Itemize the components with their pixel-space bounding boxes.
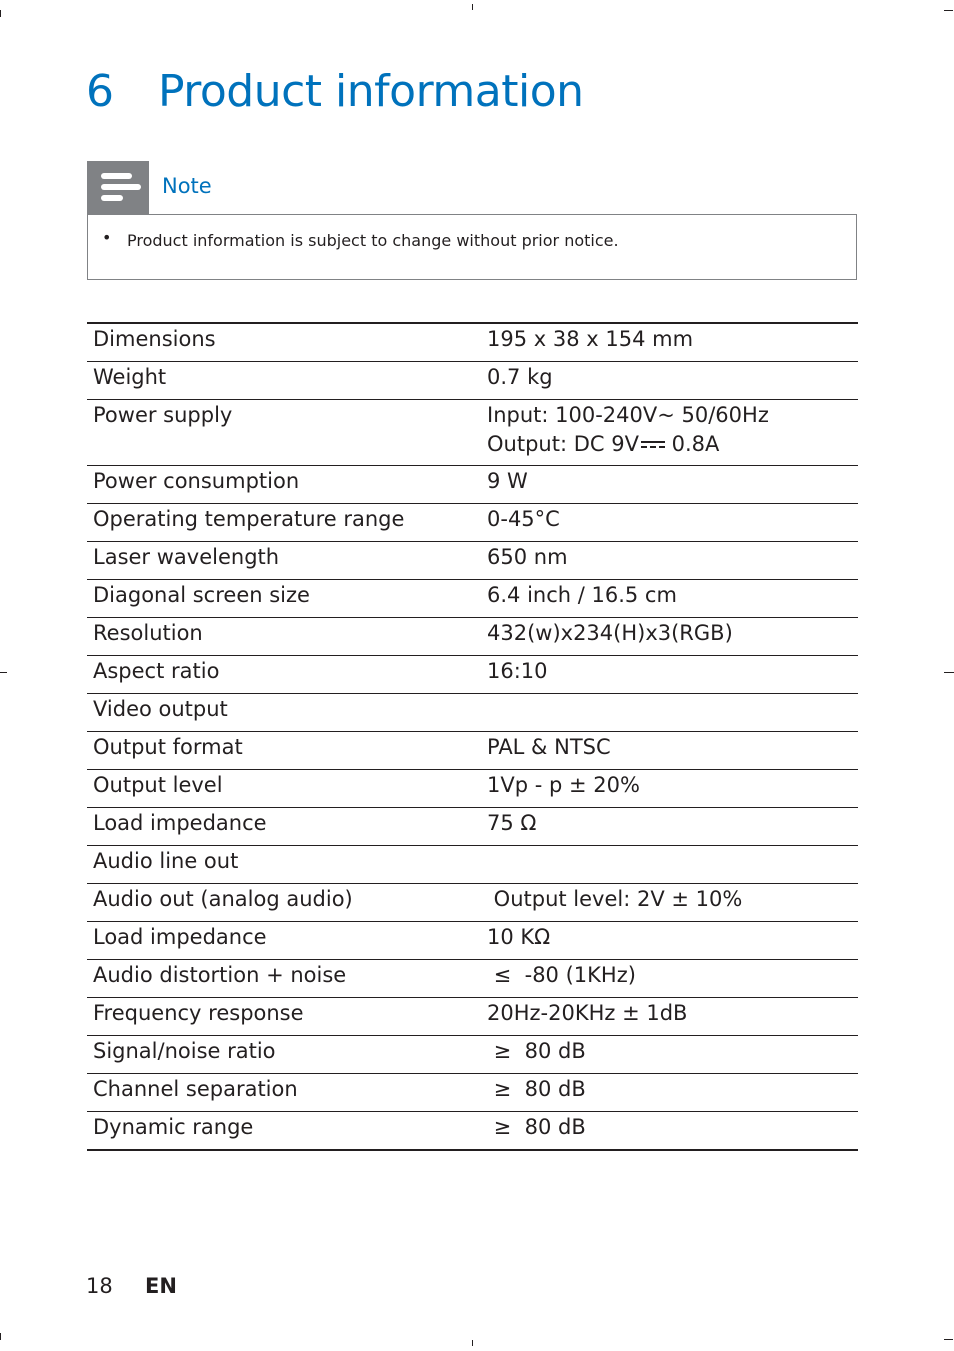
crop-mark [472, 4, 473, 10]
spec-value: Output level: 2V ± 10% [481, 884, 858, 922]
page-number: 18 [86, 1274, 113, 1298]
crop-mark [944, 1339, 953, 1340]
spec-label: Video output [87, 694, 481, 732]
table-row [87, 808, 858, 846]
spec-value: 0.7 kg [481, 362, 858, 400]
spec-label: Audio distortion + noise [87, 960, 481, 998]
spec-value [481, 846, 858, 884]
spec-value-part: Output: DC 9V [487, 432, 639, 456]
table-row [87, 732, 858, 770]
spec-label: Resolution [87, 618, 481, 656]
spec-label: Aspect ratio [87, 656, 481, 694]
spec-table [87, 322, 858, 1151]
table-row [87, 362, 858, 400]
spec-value: 75 Ω [481, 808, 858, 846]
table-row [87, 504, 858, 542]
spec-value: 16:10 [481, 656, 858, 694]
page-title [86, 66, 584, 117]
table-row [87, 400, 858, 466]
note-box [87, 214, 857, 280]
spec-label: Diagonal screen size [87, 580, 481, 618]
spec-label: Output format [87, 732, 481, 770]
spec-value: 195 x 38 x 154 mm [487, 327, 694, 351]
table-row [87, 1112, 858, 1151]
table-row [87, 542, 858, 580]
spec-label: Dynamic range [87, 1112, 481, 1151]
spec-label: Output level [87, 770, 481, 808]
spec-label: Power supply [87, 400, 481, 466]
table-row [87, 846, 858, 884]
spec-value: ≥ 80 dB [481, 1112, 858, 1151]
table-row [87, 770, 858, 808]
spec-label: Load impedance [87, 808, 481, 846]
table-row [87, 1074, 858, 1112]
spec-value-line2 [487, 430, 858, 459]
crop-mark [472, 1340, 473, 1346]
spec-label: Weight [87, 362, 481, 400]
table-row [87, 618, 858, 656]
spec-value: ≥ 80 dB [481, 1036, 858, 1074]
crop-mark [0, 10, 1, 17]
note-label: Note [162, 174, 212, 198]
spec-value: 6.4 inch / 16.5 cm [481, 580, 858, 618]
chapter-number: 6 [86, 66, 114, 117]
dc-symbol-icon [639, 440, 665, 450]
chapter-title: Product information [158, 66, 584, 117]
spec-value: 10 KΩ [481, 922, 858, 960]
bullet: • [102, 228, 112, 247]
note-lines-icon [87, 161, 149, 214]
table-row [87, 960, 858, 998]
table-row [87, 323, 858, 362]
spec-label: Signal/noise ratio [87, 1036, 481, 1074]
spec-label: Audio out (analog audio) [87, 884, 481, 922]
spec-label: Frequency response [87, 998, 481, 1036]
table-row [87, 884, 858, 922]
spec-value-part: 0.8A [664, 432, 720, 456]
spec-label: Operating temperature range [87, 504, 481, 542]
table-row [87, 656, 858, 694]
table-row [87, 580, 858, 618]
crop-mark [944, 672, 954, 673]
note-text: Product information is subject to change without prior notice. [127, 231, 619, 250]
spec-label: Audio line out [87, 846, 481, 884]
spec-label: Power consumption [87, 466, 481, 504]
crop-mark [944, 10, 953, 11]
spec-value: 0-45°C [481, 504, 858, 542]
table-row [87, 1036, 858, 1074]
spec-value: 9 W [481, 466, 858, 504]
table-row [87, 466, 858, 504]
table-row [87, 694, 858, 732]
spec-value: ≥ 80 dB [481, 1074, 858, 1112]
spec-value: Input: 100-240V~ 50/60Hz [487, 403, 769, 427]
spec-label: Dimensions [93, 327, 216, 351]
spec-value: PAL & NTSC [481, 732, 858, 770]
spec-value: 1Vp - p ± 20% [481, 770, 858, 808]
spec-value: 20Hz-20KHz ± 1dB [481, 998, 858, 1036]
spec-value [481, 694, 858, 732]
spec-value: 650 nm [481, 542, 858, 580]
table-row [87, 922, 858, 960]
crop-mark [0, 672, 7, 673]
spec-value: ≤ -80 (1KHz) [481, 960, 858, 998]
spec-label: Load impedance [87, 922, 481, 960]
language-code: EN [145, 1274, 177, 1298]
crop-mark [0, 1333, 1, 1340]
spec-value: 432(w)x234(H)x3(RGB) [481, 618, 858, 656]
spec-value-multiline [481, 400, 858, 466]
table-row [87, 998, 858, 1036]
spec-label: Channel separation [87, 1074, 481, 1112]
spec-label: Laser wavelength [87, 542, 481, 580]
